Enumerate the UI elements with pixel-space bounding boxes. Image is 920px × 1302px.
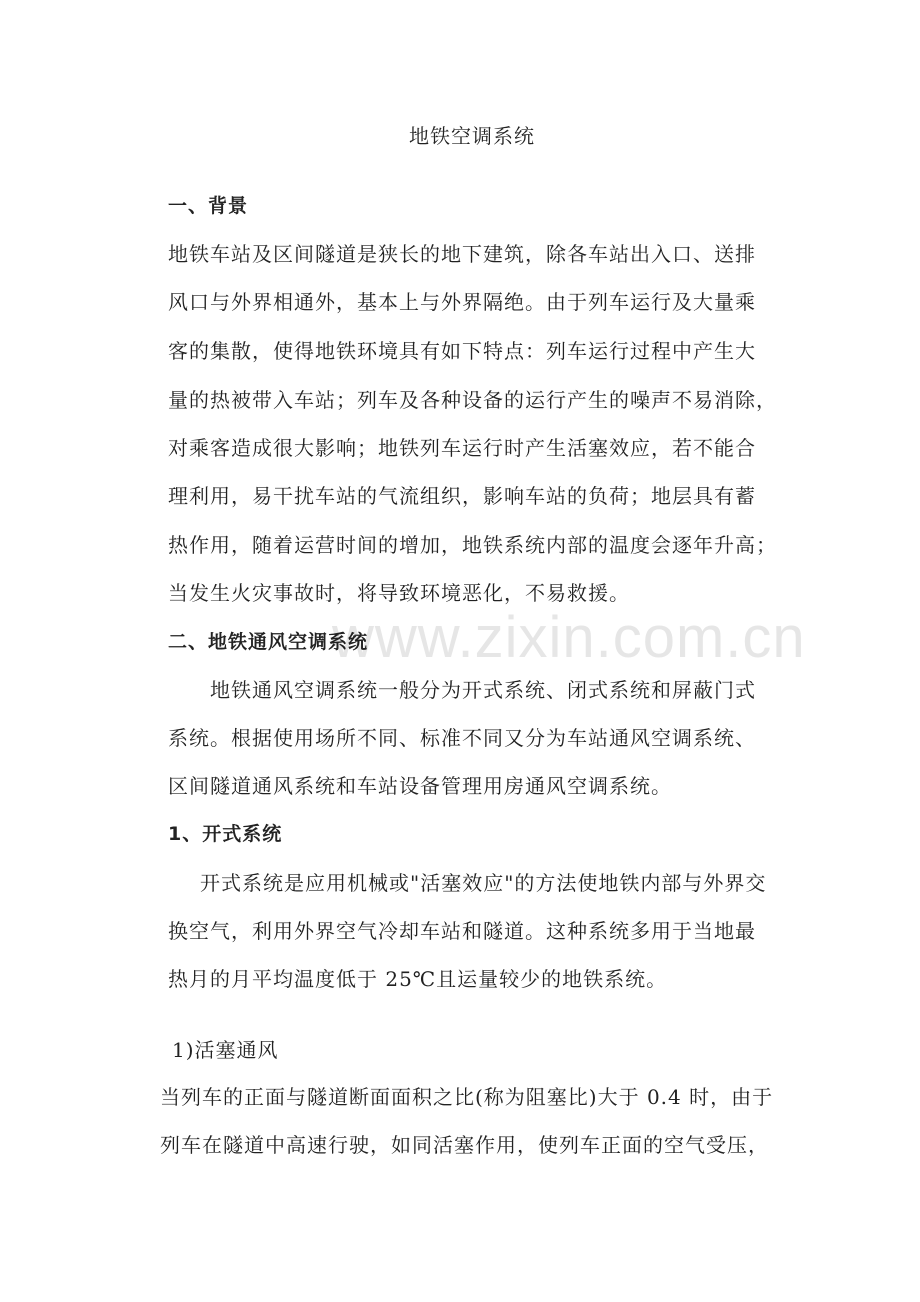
paragraph-line: 开式系统是应用机械或"活塞效应"的方法使地铁内部与外界交 bbox=[200, 871, 767, 895]
paragraph-line: 地铁通风空调系统一般分为开式系统、闭式系统和屏蔽门式 bbox=[210, 678, 756, 702]
watermark: www.zixin.com.cn bbox=[332, 605, 806, 670]
paragraph-line: 客的集散，使得地铁环境具有如下特点：列车运行过程中产生大 bbox=[168, 339, 756, 363]
item-heading-piston-ventilation: 1)活塞通风 bbox=[172, 1038, 279, 1062]
paragraph-line: 系统。根据使用场所不同、标准不同又分为车站通风空调系统、 bbox=[168, 726, 756, 750]
paragraph-line: 当列车的正面与隧道断面面积之比(称为阻塞比)大于 0.4 时，由于 bbox=[160, 1085, 774, 1109]
subsection-heading-open-system: 1、开式系统 bbox=[168, 823, 283, 845]
paragraph-line: 当发生火灾事故时，将导致环境恶化，不易救援。 bbox=[168, 581, 630, 605]
paragraph-line: 热月的月平均温度低于 25℃且运量较少的地铁系统。 bbox=[168, 967, 668, 991]
paragraph-line: 热作用，随着运营时间的增加，地铁系统内部的温度会逐年升高； bbox=[168, 533, 777, 557]
paragraph-line: 地铁车站及区间隧道是狭长的地下建筑，除各车站出入口、送排 bbox=[168, 242, 756, 266]
section-heading-ventilation: 二、地铁通风空调系统 bbox=[168, 631, 369, 653]
paragraph-line: 区间隧道通风系统和车站设备管理用房通风空调系统。 bbox=[168, 774, 672, 798]
paragraph-line: 理利用，易干扰车站的气流组织，影响车站的负荷；地层具有蓄 bbox=[168, 484, 756, 508]
paragraph-line: 风口与外界相通外，基本上与外界隔绝。由于列车运行及大量乘 bbox=[168, 290, 756, 314]
paragraph-line: 列车在隧道中高速行驶，如同活塞作用，使列车正面的空气受压， bbox=[160, 1133, 769, 1157]
paragraph-line: 对乘客造成很大影响；地铁列车运行时产生活塞效应，若不能合 bbox=[168, 436, 756, 460]
document-title: 地铁空调系统 bbox=[409, 124, 535, 148]
section-heading-background: 一、背景 bbox=[168, 195, 249, 217]
paragraph-line: 换空气，利用外界空气冷却车站和隧道。这种系统多用于当地最 bbox=[168, 919, 756, 943]
paragraph-line: 量的热被带入车站；列车及各种设备的运行产生的噪声不易消除， bbox=[168, 388, 777, 412]
